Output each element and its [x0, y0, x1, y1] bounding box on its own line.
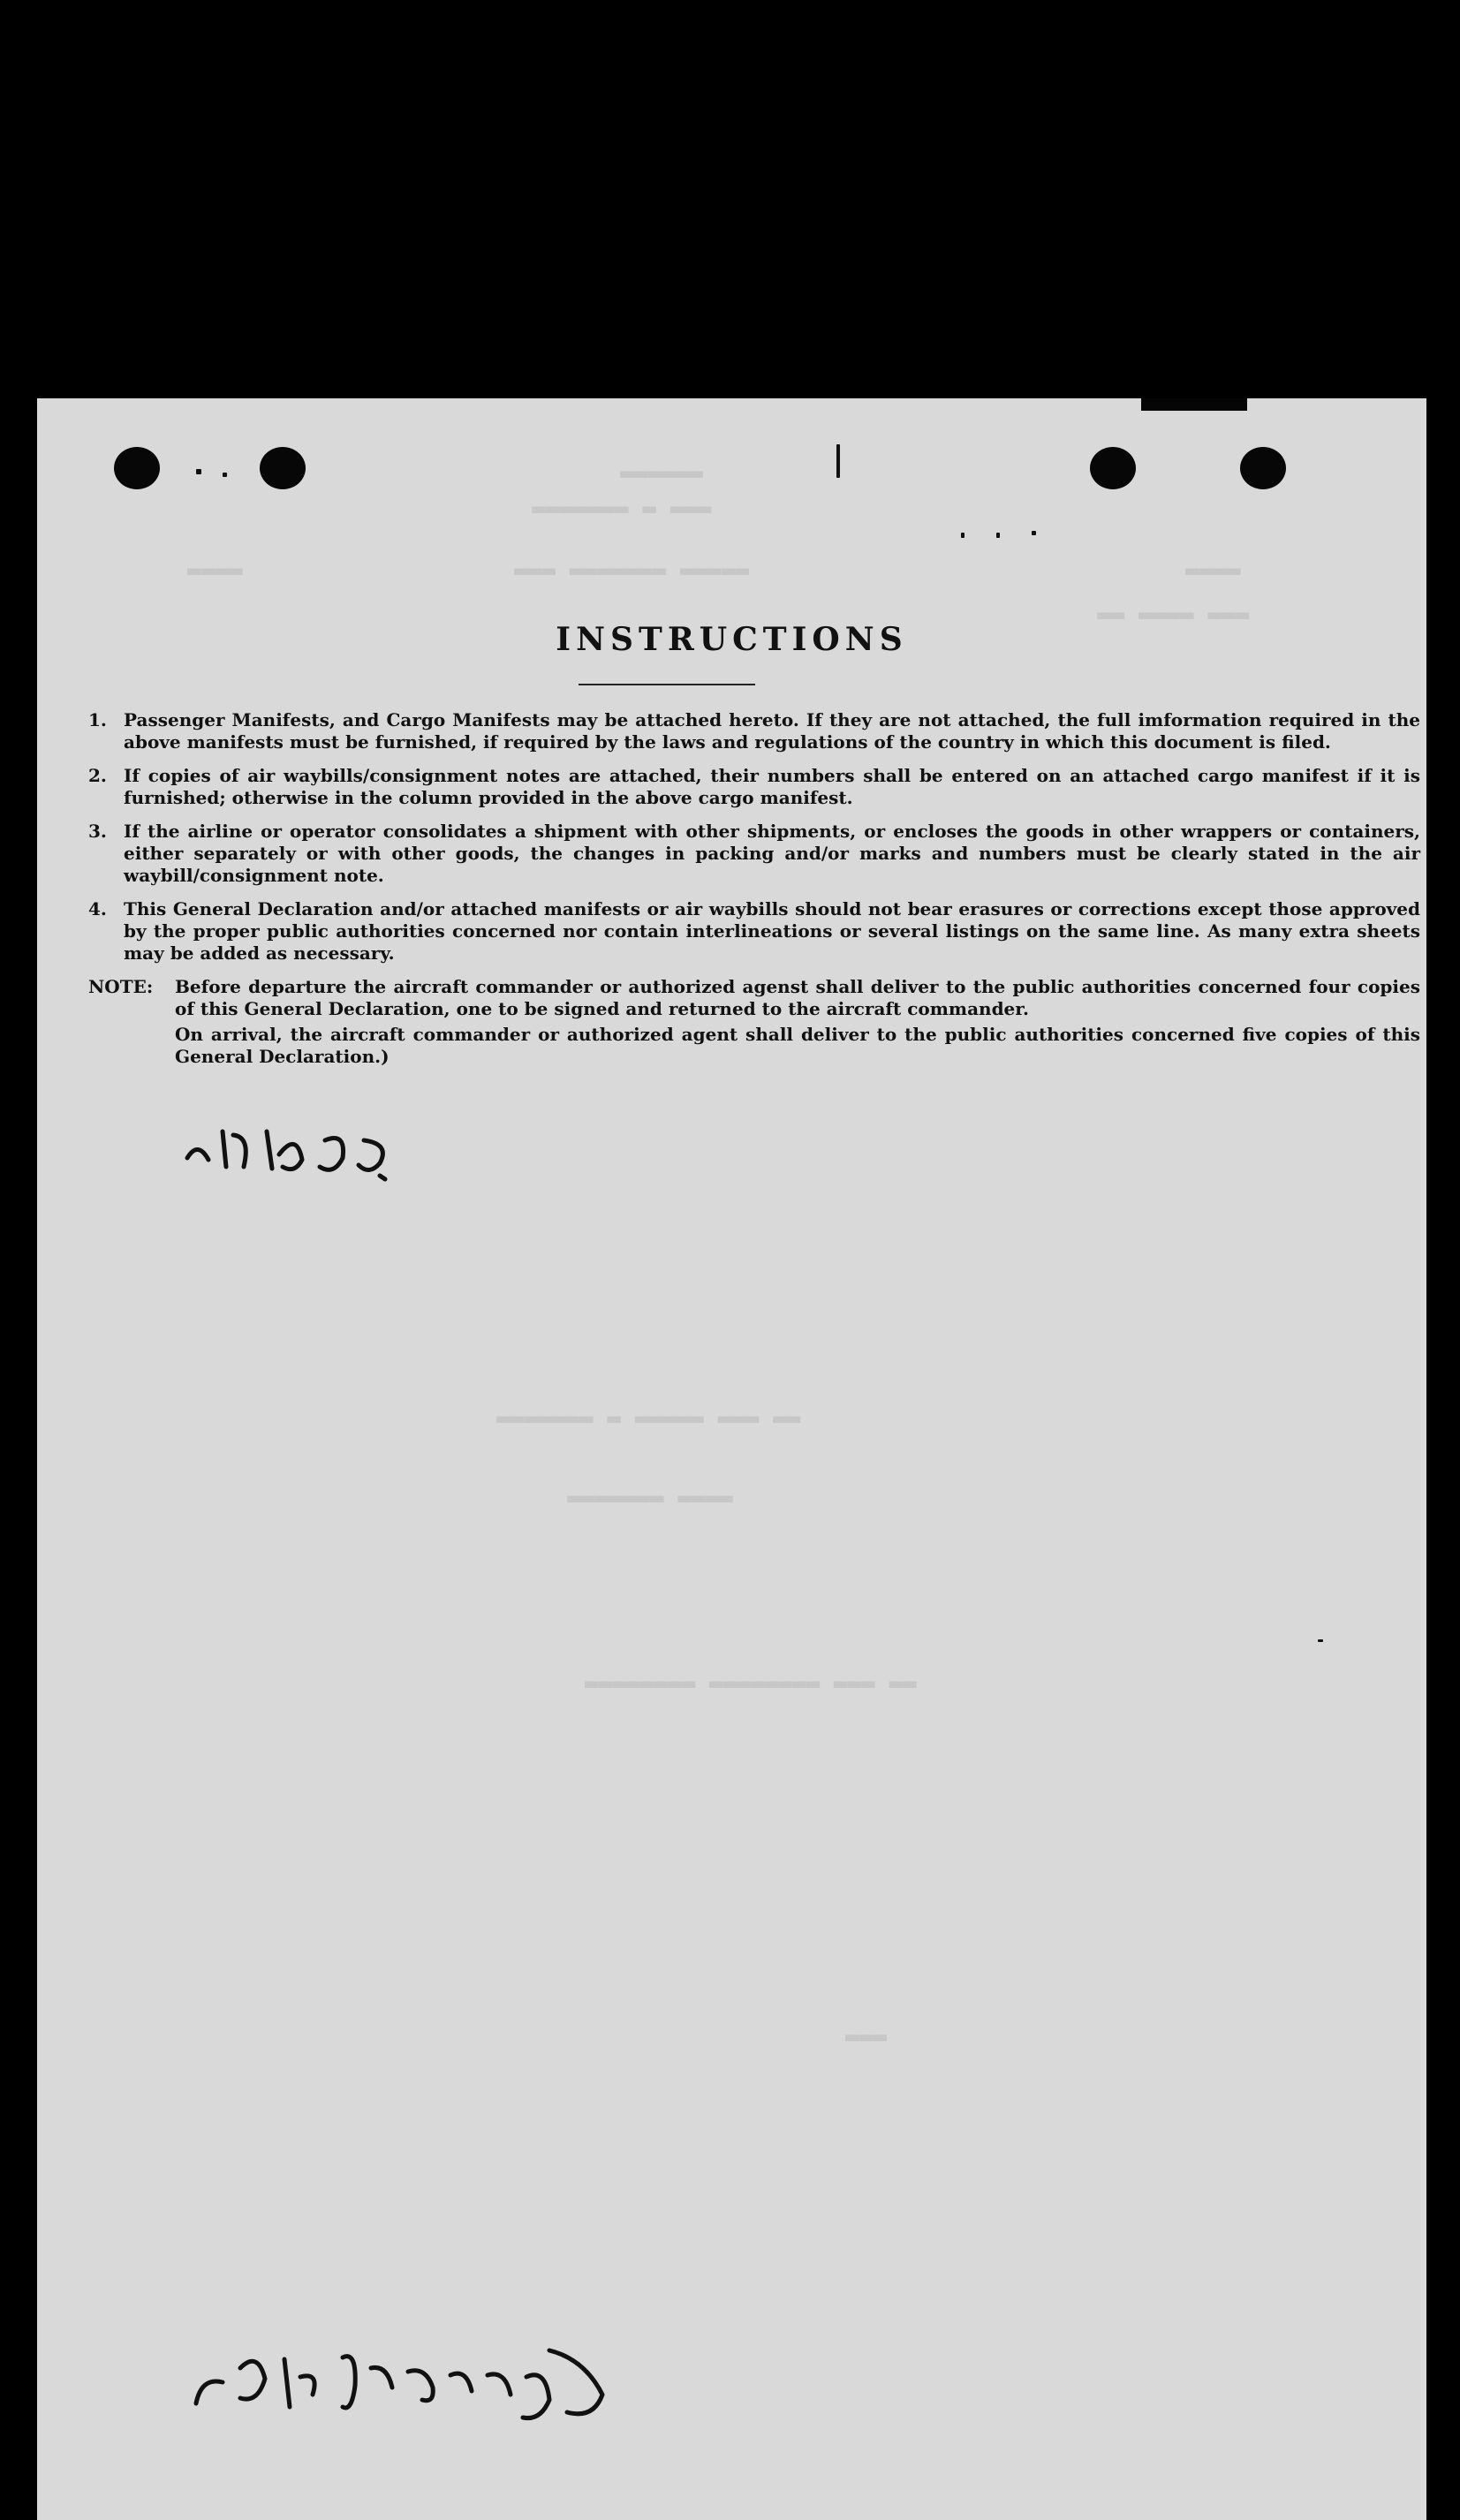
bleed-through: ▬▬▬▬▬▬ ▬▬▬ ▬ ▬▬▬▬▬▬▬ ▬▬▬▬ ▬▬▬▬▬ ▬▬▬▬▬▬▬ ▬▬▬ ▬▬▬▬ ▬▬▬ ▬▬▬▬ ▬▬ ▬▬ ▬▬▬ ▬▬▬▬▬ ▬ ▬▬▬▬▬▬▬ ▬▬▬▬ ▬▬▬▬▬▬▬ ▬▬ ▬▬▬ ▬▬▬▬▬▬▬▬ ▬▬▬▬▬▬▬▬ ▬▬▬	[187, 460, 1250, 2050]
note-block	[88, 976, 1420, 1068]
speck	[996, 533, 1000, 538]
document-page	[37, 398, 1426, 2520]
speck	[1032, 531, 1036, 535]
note-label: NOTE:	[88, 976, 154, 997]
title-underline	[579, 684, 755, 685]
item-number: 2.	[88, 765, 107, 786]
note-text: Before departure the aircraft commander or authorized agenst shall deliver to the public authorities concerned four copies of this General Declaration, one to be signed and returned to the aircraft commander.	[175, 976, 1420, 1019]
instruction-item	[88, 765, 1420, 809]
instructions-list	[88, 709, 1420, 1068]
speck	[196, 469, 201, 474]
instruction-item	[88, 898, 1420, 965]
page-tear	[1141, 398, 1247, 411]
punch-hole	[114, 447, 160, 489]
document-title: INSTRUCTIONS	[556, 621, 908, 658]
speck	[961, 533, 965, 538]
speck	[1318, 1639, 1323, 1642]
item-text: This General Declaration and/or attached manifests or air waybills should not bear erasures or corrections except those approved by the proper public authorities concerned nor contain interlineations or several listings on the same line. As many extra sheets may be added as necessary.	[124, 898, 1420, 964]
item-text: If the airline or operator consolidates a shipment with other shipments, or encloses the goods in other wrappers or containers, either separately or with other goods, the changes in packing and/or marks and numbers must be clearly stated in the air waybill/consignment note.	[124, 821, 1420, 886]
punch-hole	[1240, 447, 1286, 489]
item-text: If copies of air waybills/consignment notes are attached, their numbers shall be entered on an attached cargo manifest if it is furnished; otherwise in the column provided in the above cargo manifest.	[124, 765, 1420, 808]
handwritten-note	[170, 1105, 435, 1193]
note-continuation: On arrival, the aircraft commander or authorized agent shall deliver to the public authorities concerned five copies of this General Declaration.)	[175, 1024, 1420, 1067]
item-number: 4.	[88, 898, 107, 919]
speck	[223, 473, 227, 477]
item-number: 1.	[88, 709, 107, 730]
signature	[170, 2333, 629, 2430]
speck	[836, 444, 840, 478]
instruction-item	[88, 821, 1420, 887]
instruction-item	[88, 709, 1420, 753]
item-number: 3.	[88, 821, 107, 842]
punch-hole	[260, 447, 306, 489]
punch-hole	[1090, 447, 1136, 489]
item-text: Passenger Manifests, and Cargo Manifests may be attached hereto. If they are not attached, the full imformation required in the above manifests must be furnished, if required by the laws and regulations of the country in which this document is filed.	[124, 709, 1420, 753]
